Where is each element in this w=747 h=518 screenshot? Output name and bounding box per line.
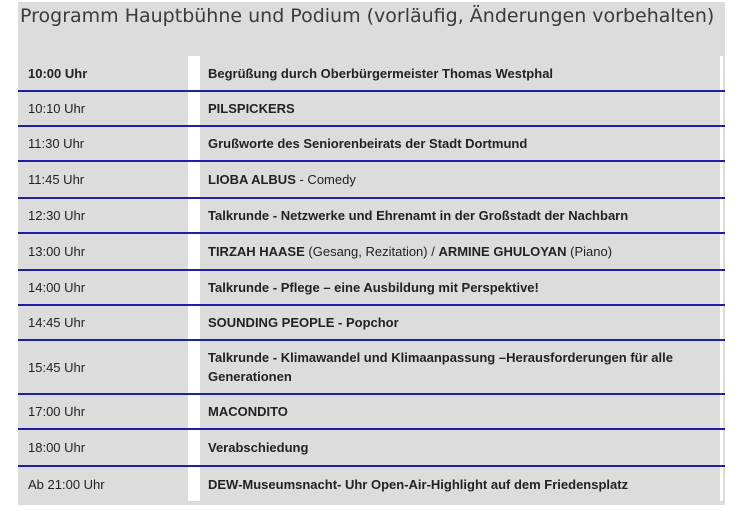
- row-time: Ab 21:00 Uhr: [28, 476, 105, 492]
- program-text-part: (Piano): [566, 244, 613, 259]
- column-separator: [188, 127, 200, 160]
- row-edge: [720, 234, 723, 269]
- row-edge: [720, 56, 723, 90]
- row-time: 14:00 Uhr: [28, 280, 86, 295]
- program-text: [208, 278, 539, 297]
- row-program-item: [200, 341, 720, 393]
- program-text: [208, 206, 628, 225]
- schedule-row: [18, 341, 725, 395]
- program-text-part: ARMINE GHULOYAN: [438, 244, 567, 259]
- program-text-part: Talkrunde - Klimawandel und Klimaanpassung –Herausforderungen für alle Generationen: [208, 350, 673, 384]
- program-text-part: (Gesang, Rezitation) /: [304, 244, 439, 259]
- schedule-row: [18, 234, 725, 271]
- row-program-item: [200, 56, 720, 90]
- program-text: [208, 170, 356, 189]
- row-program-item: [200, 430, 720, 465]
- row-program-item: [200, 271, 720, 304]
- schedule-row: [18, 162, 725, 199]
- row-time: 13:00 Uhr: [28, 244, 86, 259]
- schedule-rows: [18, 56, 725, 505]
- program-text-part: DEW-Museumsnacht- Uhr Open-Air-Highlight auf dem Friedensplatz: [208, 476, 629, 492]
- row-program-item: [200, 306, 720, 339]
- row-time: 15:45 Uhr: [28, 359, 86, 375]
- column-separator: [188, 92, 200, 125]
- row-time: 18:00 Uhr: [28, 440, 86, 455]
- schedule-title: Programm Hauptbühne und Podium (vorläufig, Änderungen vorbehalten): [20, 5, 715, 27]
- program-text: [208, 348, 712, 386]
- row-edge: [720, 467, 723, 501]
- program-text-part: Begrüßung durch Oberbürgermeister Thomas Westphal: [208, 65, 554, 81]
- schedule-table: [18, 2, 725, 505]
- schedule-row: [18, 430, 725, 467]
- program-text-part: SOUNDING PEOPLE - Popchor: [208, 315, 399, 330]
- program-text-part: Verabschiedung: [208, 440, 309, 455]
- column-separator: [188, 271, 200, 304]
- program-text: [208, 438, 308, 457]
- column-separator: [188, 467, 200, 501]
- schedule-row: [18, 127, 725, 162]
- program-text-part: LIOBA ALBUS: [208, 172, 296, 187]
- row-time: 12:30 Uhr: [28, 208, 86, 223]
- row-edge: [720, 395, 723, 428]
- column-separator: [188, 56, 200, 90]
- row-time: 11:30 Uhr: [28, 136, 85, 151]
- row-program-item: [200, 92, 720, 125]
- program-text: [208, 134, 527, 153]
- program-text-part: TIRZAH HAASE: [208, 244, 305, 259]
- column-separator: [188, 430, 200, 465]
- program-text: [208, 313, 399, 332]
- column-separator: [188, 395, 200, 428]
- column-separator: [188, 199, 200, 232]
- row-time: 10:00 Uhr: [28, 65, 88, 81]
- column-separator: [188, 162, 200, 197]
- schedule-row: [18, 199, 725, 234]
- row-edge: [720, 341, 723, 393]
- program-text: [208, 99, 295, 118]
- row-time: 17:00 Uhr: [28, 404, 86, 419]
- row-program-item: [200, 199, 720, 232]
- column-separator: [188, 234, 200, 269]
- row-program-item: [200, 395, 720, 428]
- row-time: 10:10 Uhr: [28, 101, 86, 116]
- row-edge: [720, 430, 723, 465]
- program-text-part: Talkrunde - Netzwerke und Ehrenamt in der Großstadt der Nachbarn: [208, 208, 629, 223]
- row-program-item: [200, 234, 720, 269]
- schedule-row: [18, 395, 725, 430]
- program-text: [208, 242, 612, 261]
- column-separator: [188, 341, 200, 393]
- program-text-part: - Comedy: [295, 172, 356, 187]
- program-text-part: Talkrunde - Pflege – eine Ausbildung mit Perspektive!: [208, 280, 539, 295]
- program-text-part: Grußworte des Seniorenbeirats der Stadt Dortmund: [208, 136, 528, 151]
- row-edge: [720, 271, 723, 304]
- schedule-row: [18, 56, 725, 92]
- program-text: [208, 64, 553, 83]
- program-text: [208, 402, 288, 421]
- row-time: 14:45 Uhr: [28, 315, 86, 330]
- schedule-row: [18, 467, 725, 501]
- program-text: [208, 475, 628, 494]
- row-edge: [720, 199, 723, 232]
- row-edge: [720, 162, 723, 197]
- schedule-row: [18, 271, 725, 306]
- row-edge: [720, 306, 723, 339]
- row-time: 11:45 Uhr: [28, 172, 85, 187]
- row-program-item: [200, 467, 720, 501]
- schedule-row: [18, 92, 725, 127]
- row-program-item: [200, 162, 720, 197]
- row-edge: [720, 127, 723, 160]
- column-separator: [188, 306, 200, 339]
- row-program-item: [200, 127, 720, 160]
- row-edge: [720, 92, 723, 125]
- program-text-part: MACONDITO: [208, 404, 288, 419]
- schedule-row: [18, 306, 725, 341]
- program-text-part: PILSPICKERS: [208, 101, 295, 116]
